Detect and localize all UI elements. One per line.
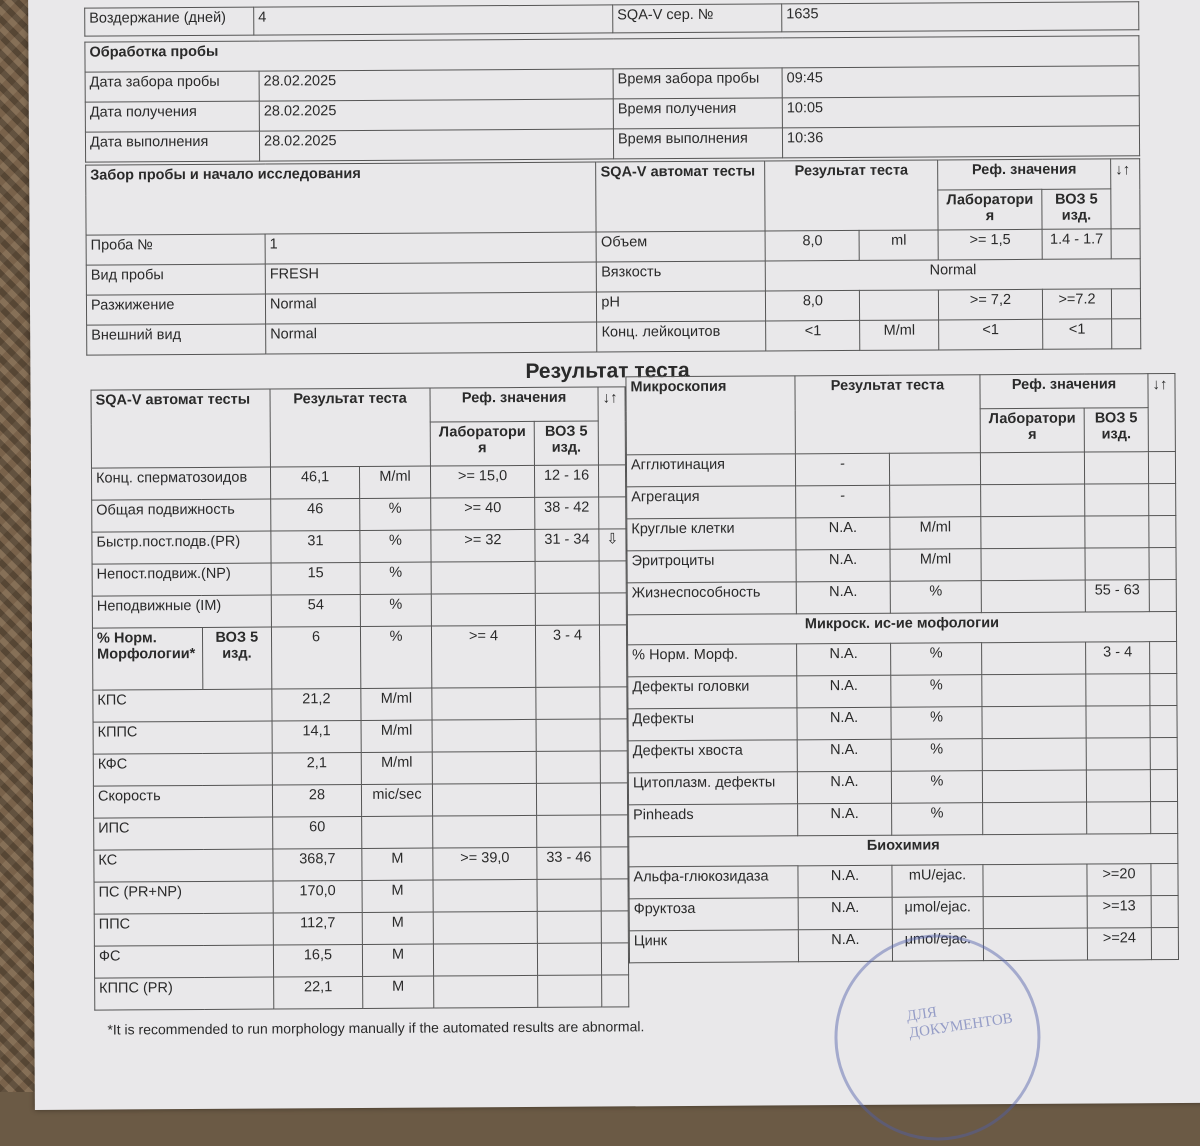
row-label: ИПС xyxy=(94,817,273,850)
table-row xyxy=(627,515,1176,550)
down-arrow-icon: ⇩ xyxy=(599,529,626,561)
table-row xyxy=(628,769,1177,804)
row-label: Объем xyxy=(596,231,765,262)
table-row xyxy=(629,801,1178,836)
row-who: >=24 xyxy=(1087,928,1151,960)
row-value: Normal xyxy=(265,292,597,324)
row-who: 33 - 46 xyxy=(537,847,601,879)
row-flag xyxy=(1111,289,1140,319)
row-label: Эритроциты xyxy=(627,550,796,583)
row-value: N.A. xyxy=(798,897,892,930)
row-value: 1 xyxy=(265,232,597,264)
lab-report-sheet xyxy=(28,0,1200,1110)
row-label: Неподвижные (IM) xyxy=(92,595,271,628)
row-who: 31 - 34 xyxy=(535,529,599,561)
auto-tests-header: SQA-V автомат тесты xyxy=(596,161,765,232)
row-label: Конц. сперматозоидов xyxy=(91,467,270,500)
row-label: Агглютинация xyxy=(626,454,795,487)
row-value: 28 xyxy=(272,784,361,817)
row-flag xyxy=(1150,641,1177,673)
row-lab xyxy=(432,687,536,720)
row-lab: >= 32 xyxy=(431,529,535,562)
left-results-table xyxy=(91,386,630,1010)
row-who xyxy=(537,911,601,943)
row-flag xyxy=(1149,515,1176,547)
row-unit: M xyxy=(362,880,433,912)
row-value: 46,1 xyxy=(270,466,359,499)
morphology-section-title: Микроск. ис-ие мофологии xyxy=(627,611,1176,644)
row-who: >=13 xyxy=(1087,896,1151,928)
row-who: 3 - 4 xyxy=(535,625,599,687)
row-label: Круглые клетки xyxy=(627,518,796,551)
row-unit: M xyxy=(362,944,433,976)
row-who: 3 - 4 xyxy=(1086,642,1150,674)
row-label: ПС (PR+NP) xyxy=(94,881,273,914)
row-value: 22,1 xyxy=(274,976,363,1009)
row-value: 10:36 xyxy=(782,126,1139,158)
table-row xyxy=(628,705,1177,740)
lab-header: Лаборатори я xyxy=(938,189,1042,230)
row-value: 2,1 xyxy=(272,752,361,785)
row-label: Скорость xyxy=(93,785,272,818)
row-who xyxy=(538,975,602,1007)
row-label: Разжижение xyxy=(86,294,265,325)
row-lab xyxy=(980,452,1084,485)
row-label: ППС xyxy=(94,913,273,946)
sqa-serial-label: SQA-V сер. № xyxy=(613,4,782,33)
collection-title: Забор пробы и начало исследования xyxy=(86,162,597,235)
sqa-serial-value: 1635 xyxy=(782,2,1139,32)
row-lab xyxy=(982,674,1086,707)
row-unit: % xyxy=(890,581,981,614)
down-arrow-icon xyxy=(602,975,629,1007)
row-label: Фруктоза xyxy=(629,898,798,931)
down-arrow-icon xyxy=(601,879,628,911)
row-lab xyxy=(983,896,1087,929)
table-row xyxy=(628,737,1177,772)
row-flag xyxy=(1151,895,1178,927)
row-value: 60 xyxy=(273,816,362,849)
row-value: <1 xyxy=(766,320,860,351)
sort-arrows-icon: ↓↑ xyxy=(1111,159,1140,229)
row-who: >=7.2 xyxy=(1042,289,1111,319)
row-unit: M/ml xyxy=(361,688,432,720)
table-row xyxy=(628,641,1177,676)
row-lab: >= 15,0 xyxy=(430,465,534,498)
row-unit xyxy=(890,485,981,518)
down-arrow-icon xyxy=(599,561,626,593)
auto-tests-header: SQA-V автомат тесты xyxy=(91,389,270,468)
row-who xyxy=(537,815,601,847)
row-flag xyxy=(1149,579,1176,611)
row-flag xyxy=(1150,769,1177,801)
row-value: 15 xyxy=(271,562,360,595)
row-label: Время забора пробы xyxy=(613,68,782,99)
down-arrow-icon xyxy=(600,783,627,815)
row-flag xyxy=(1150,705,1177,737)
down-arrow-icon xyxy=(601,911,628,943)
row-who xyxy=(536,719,600,751)
row-label: Альфа-глюкозидаза xyxy=(629,866,798,899)
microscopy-header: Микроскопия xyxy=(626,376,795,455)
result-header: Результат теста xyxy=(765,160,938,231)
row-who xyxy=(535,593,599,625)
row-who xyxy=(537,943,601,975)
row-value: Normal xyxy=(766,259,1141,291)
row-label: Конц. лейкоцитов xyxy=(597,321,766,352)
ref-header: Реф. значения xyxy=(980,374,1148,409)
table-row xyxy=(95,975,629,1010)
abstinence-value: 4 xyxy=(254,5,613,35)
row-lab xyxy=(434,975,538,1008)
row-label: Непост.подвиж.(NP) xyxy=(92,563,271,596)
row-value: N.A. xyxy=(797,739,891,772)
row-lab xyxy=(433,879,537,912)
row-who: >=20 xyxy=(1087,864,1151,896)
row-unit: M xyxy=(362,848,433,880)
row-value: 10:05 xyxy=(782,96,1139,128)
row-label: Дата получения xyxy=(85,101,259,132)
table-row xyxy=(93,751,627,786)
row-flag xyxy=(1150,673,1177,705)
table-row xyxy=(627,579,1176,614)
row-flag xyxy=(1151,863,1178,895)
row-lab xyxy=(433,943,537,976)
table-row xyxy=(92,625,626,690)
row-value: 28.02.2025 xyxy=(259,69,613,101)
row-unit: M/ml xyxy=(860,320,939,350)
row-flag xyxy=(1112,319,1141,349)
table-row xyxy=(93,719,627,754)
row-label: Дата выполнения xyxy=(85,131,259,162)
row-lab xyxy=(431,561,535,594)
row-who xyxy=(535,561,599,593)
row-lab: >= 1,5 xyxy=(938,229,1042,260)
who-header: ВОЗ 5 изд. xyxy=(534,421,598,465)
processing-title: Обработка пробы xyxy=(85,36,1139,72)
row-value: 14,1 xyxy=(272,720,361,753)
row-label: КПС xyxy=(93,689,272,722)
row-value: N.A. xyxy=(797,707,891,740)
table-row xyxy=(94,815,628,850)
row-label: Время выполнения xyxy=(613,128,782,159)
right-results-table xyxy=(625,373,1179,963)
row-label: Цитоплазм. дефекты xyxy=(628,772,797,805)
row-label: Общая подвижность xyxy=(92,499,271,532)
row-unit: mic/sec xyxy=(361,784,432,816)
row-value: N.A. xyxy=(798,803,892,836)
row-value: 16,5 xyxy=(273,944,362,977)
row-unit: % xyxy=(891,675,982,708)
row-lab xyxy=(981,484,1085,517)
row-lab xyxy=(982,642,1086,675)
table-row xyxy=(93,783,627,818)
row-value: 54 xyxy=(271,594,360,627)
row-flag xyxy=(1149,547,1176,579)
right-rows xyxy=(626,451,1178,962)
row-who: 12 - 16 xyxy=(534,465,598,497)
lab-header: Лаборатори я xyxy=(430,421,534,466)
row-label: Проба № xyxy=(86,234,265,265)
down-arrow-icon xyxy=(600,751,627,783)
row-unit: M xyxy=(362,912,433,944)
who-header: ВОЗ 5 изд. xyxy=(1042,189,1111,229)
row-unit: % xyxy=(891,643,982,676)
row-who: 55 - 63 xyxy=(1085,580,1149,612)
down-arrow-icon xyxy=(599,625,626,687)
table-row xyxy=(629,895,1178,930)
table-row xyxy=(628,673,1177,708)
row-who xyxy=(536,783,600,815)
ref-header: Реф. значения xyxy=(938,159,1111,190)
row-who xyxy=(537,879,601,911)
table-row xyxy=(92,561,626,596)
table-row xyxy=(94,879,628,914)
footnote: *It is recommended to run morphology manually if the automated results are abnormal. xyxy=(107,1018,645,1038)
row-lab xyxy=(981,548,1085,581)
row-lab xyxy=(432,751,536,784)
row-label: Вид пробы xyxy=(86,264,265,295)
table-row xyxy=(94,847,628,882)
row-unit: M/ml xyxy=(890,549,981,582)
down-arrow-icon xyxy=(598,465,625,497)
down-arrow-icon xyxy=(600,687,627,719)
row-unit: % xyxy=(360,498,431,530)
row-lab xyxy=(433,911,537,944)
row-unit: % xyxy=(891,739,982,772)
row-value: 368,7 xyxy=(273,848,362,881)
row-label: Внешний вид xyxy=(87,324,266,355)
row-unit: % xyxy=(360,562,431,594)
row-who: 1.4 - 1.7 xyxy=(1042,229,1111,259)
table-row xyxy=(93,687,627,722)
table-row xyxy=(627,547,1176,582)
row-who xyxy=(1085,516,1149,548)
row-who xyxy=(1084,452,1148,484)
row-lab: >= 7,2 xyxy=(938,289,1042,320)
row-lab xyxy=(432,719,536,752)
row-unit: % xyxy=(360,594,431,626)
row-label: КФС xyxy=(93,753,272,786)
section-row xyxy=(629,833,1178,866)
sort-arrows-icon: ↓↑ xyxy=(598,387,625,465)
down-arrow-icon xyxy=(600,719,627,751)
down-arrow-icon xyxy=(601,815,628,847)
table-row xyxy=(626,451,1175,486)
row-who xyxy=(536,687,600,719)
morph-label: % Норм. Морфологии* xyxy=(92,627,202,690)
row-lab: >= 39,0 xyxy=(433,847,537,880)
row-lab xyxy=(982,738,1086,771)
row-unit: % xyxy=(891,771,982,804)
down-arrow-icon xyxy=(599,593,626,625)
row-label: pH xyxy=(597,291,766,322)
row-value: 28.02.2025 xyxy=(259,129,613,161)
results-title: Результат теста xyxy=(525,358,690,383)
row-who xyxy=(1086,706,1150,738)
collection-table xyxy=(85,158,1141,355)
row-unit: M/ml xyxy=(361,720,432,752)
row-label: Жизнеспособность xyxy=(627,582,796,615)
row-unit: % xyxy=(892,803,983,836)
sort-arrows-icon: ↓↑ xyxy=(1148,374,1175,452)
who-header: ВОЗ 5 изд. xyxy=(1084,408,1148,452)
row-label: Цинк xyxy=(629,930,798,963)
row-value: 112,7 xyxy=(273,912,362,945)
row-value: 170,0 xyxy=(273,880,362,913)
processing-table xyxy=(84,35,1140,162)
lab-header: Лаборатори я xyxy=(980,408,1084,453)
row-unit xyxy=(362,816,433,848)
row-value: N.A. xyxy=(797,643,891,676)
row-label: КППС xyxy=(93,721,272,754)
section-row xyxy=(627,611,1176,644)
table-row xyxy=(91,465,625,500)
row-lab xyxy=(983,864,1087,897)
down-arrow-icon xyxy=(601,847,628,879)
row-lab: <1 xyxy=(939,319,1043,350)
row-unit: mU/ejac. xyxy=(892,865,983,898)
row-value: 09:45 xyxy=(782,66,1139,98)
row-value: N.A. xyxy=(796,581,890,614)
row-who: 38 - 42 xyxy=(535,497,599,529)
row-lab xyxy=(981,580,1085,613)
row-label: Дефекты хвоста xyxy=(628,740,797,773)
row-value: - xyxy=(796,485,890,518)
row-value: 28.02.2025 xyxy=(259,99,613,131)
row-value: N.A. xyxy=(797,771,891,804)
row-label: Вязкость xyxy=(597,261,766,292)
row-label: Быстр.пост.подв.(PR) xyxy=(92,531,271,564)
row-label: Дефекты головки xyxy=(628,676,797,709)
row-lab xyxy=(981,516,1085,549)
row-lab: >= 4 xyxy=(431,625,535,688)
row-value: N.A. xyxy=(798,865,892,898)
row-lab: >= 40 xyxy=(431,497,535,530)
row-who: <1 xyxy=(1043,319,1112,349)
table-row xyxy=(94,943,628,978)
down-arrow-icon xyxy=(599,497,626,529)
row-value: 8,0 xyxy=(766,290,860,321)
result-header: Результат теста xyxy=(795,375,980,454)
row-unit: % xyxy=(360,530,431,562)
abstinence-row xyxy=(84,1,1139,36)
row-unit: M/ml xyxy=(890,517,981,550)
row-lab xyxy=(432,783,536,816)
row-who xyxy=(1086,770,1150,802)
row-lab xyxy=(433,815,537,848)
row-lab xyxy=(431,593,535,626)
row-value: FRESH xyxy=(265,262,597,294)
row-label: Время получения xyxy=(613,98,782,129)
row-unit: M/ml xyxy=(359,466,430,498)
biochemistry-section-title: Биохимия xyxy=(629,833,1178,866)
row-flag xyxy=(1151,927,1178,959)
row-value: N.A. xyxy=(796,517,890,550)
row-unit: μmol/ejac. xyxy=(892,929,983,962)
row-unit: μmol/ejac. xyxy=(892,897,983,930)
row-flag xyxy=(1151,801,1178,833)
abstinence-label: Воздержание (дней) xyxy=(85,7,254,36)
table-row xyxy=(92,529,626,564)
table-row xyxy=(629,863,1178,898)
ref-header: Реф. значения xyxy=(430,387,598,422)
stamp xyxy=(834,934,1041,1141)
row-value: 21,2 xyxy=(272,688,361,721)
row-label: КС xyxy=(94,849,273,882)
row-who xyxy=(1086,738,1150,770)
result-header: Результат теста xyxy=(270,388,430,467)
row-lab xyxy=(982,706,1086,739)
row-unit xyxy=(860,290,939,320)
table-row xyxy=(627,483,1176,518)
down-arrow-icon xyxy=(601,943,628,975)
row-value: N.A. xyxy=(798,929,892,962)
stamp-text: ДЛЯ ДОКУМЕНТОВ xyxy=(905,1004,1014,1042)
row-value: N.A. xyxy=(796,549,890,582)
row-label: Дефекты xyxy=(628,708,797,741)
row-label: ФС xyxy=(94,945,273,978)
row-unit: ml xyxy=(859,230,938,260)
row-flag xyxy=(1150,737,1177,769)
row-label: Pinheads xyxy=(629,804,798,837)
row-value: 6 xyxy=(271,626,360,689)
row-lab xyxy=(983,802,1087,835)
row-unit: M/ml xyxy=(361,752,432,784)
row-unit: % xyxy=(360,626,431,688)
table-row xyxy=(94,911,628,946)
row-who xyxy=(1087,802,1151,834)
morph-who: ВОЗ 5 изд. xyxy=(202,627,272,689)
row-unit xyxy=(889,453,980,486)
row-who xyxy=(536,751,600,783)
left-rows xyxy=(91,465,628,1010)
row-flag xyxy=(1148,451,1175,483)
row-unit: % xyxy=(891,707,982,740)
row-label: Агрегация xyxy=(627,486,796,519)
row-who xyxy=(1086,674,1150,706)
row-value: - xyxy=(795,453,889,486)
row-who xyxy=(1085,548,1149,580)
row-lab xyxy=(982,770,1086,803)
row-unit: M xyxy=(363,976,434,1008)
table-row xyxy=(92,497,626,532)
row-value: 46 xyxy=(271,498,360,531)
row-label: КППС (PR) xyxy=(95,977,274,1010)
row-label: % Норм. Морф. xyxy=(628,644,797,677)
row-value: N.A. xyxy=(797,675,891,708)
row-flag xyxy=(1149,483,1176,515)
row-label: Дата забора пробы xyxy=(85,71,259,102)
row-value: Normal xyxy=(266,322,598,354)
table-row xyxy=(92,593,626,628)
row-value: 8,0 xyxy=(765,230,859,261)
row-who xyxy=(1085,484,1149,516)
row-flag xyxy=(1111,229,1140,259)
row-value: 31 xyxy=(271,530,360,563)
